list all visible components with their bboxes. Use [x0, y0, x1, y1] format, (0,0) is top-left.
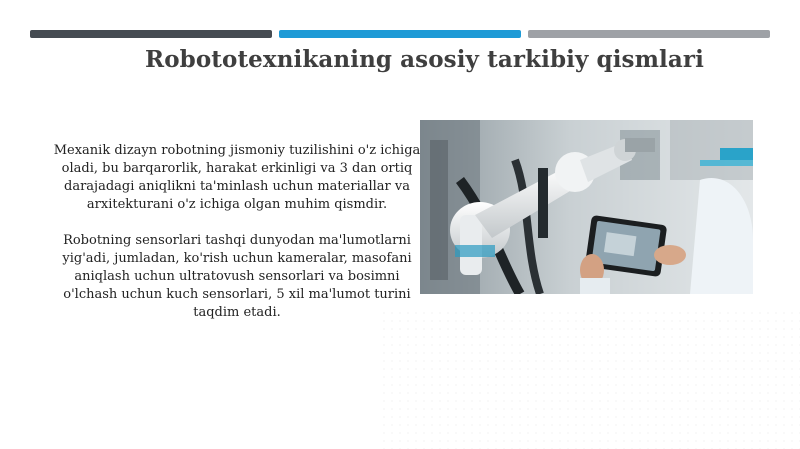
paragraph-sensors: Robotning sensorlari tashqi dunyodan ma'lumotlarni yig'adi, jumladan, ko'rish uchun kameralar, masofani aniqlash uchun ultratovush sensorlari va bosimni o'lchash uchun kuch sensorlari, 5 xil ma'lumot turini taqdim etadi. [62, 233, 412, 320]
header-bar-blue [279, 30, 521, 38]
robot-arm-photo [420, 120, 753, 294]
header-bar-dark [30, 30, 272, 38]
background-dot-pattern [380, 309, 800, 449]
slide-title: Robototexnikaning asosiy tarkibiy qismlari [145, 46, 704, 73]
slide-body [52, 142, 422, 340]
header-bar-gray [528, 30, 770, 38]
paragraph-mechanical-design: Mexanik dizayn robotning jismoniy tuzilishini o'z ichiga oladi, bu barqarorlik, harakat erkinligi va 3 dan ortiq darajadagi aniqlikni ta'minlash uchun materiallar va arxitekturani o'z ichiga olgan muhim qismdir. [53, 143, 421, 212]
